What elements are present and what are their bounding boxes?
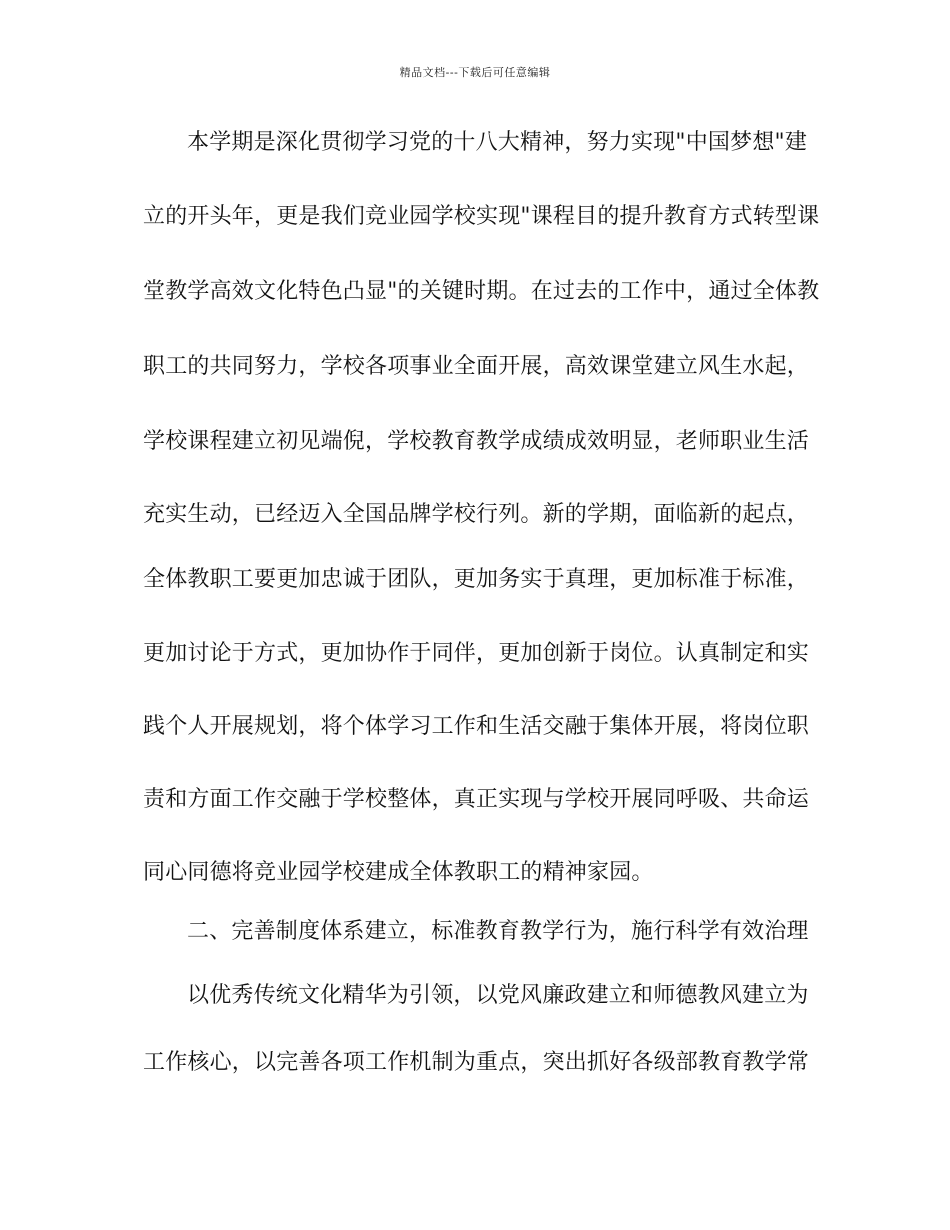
section-heading: 二、完善制度体系建立，标准教育教学行为，施行科学有效治理: [187, 919, 809, 944]
body-line: 工作核心，以完善各项工作机制为重点，突出抓好各级部教育教学常: [143, 1050, 810, 1075]
body-line: 同心同德将竞业园学校建成全体教职工的精神家园。: [143, 860, 654, 885]
body-line: 全体教职工要更加忠诚于团队，更加务实于真理，更加标准于标准，: [143, 567, 810, 592]
body-line: 以优秀传统文化精华为引领，以党风廉政建立和师德教风建立为: [187, 983, 809, 1008]
body-line: 本学期是深化贯彻学习党的十八大精神，努力实现"中国梦想"建: [187, 130, 808, 155]
body-line: 职工的共同努力，学校各项事业全面开展，高效课堂建立风生水起，: [143, 354, 810, 379]
body-line: 堂教学高效文化特色凸显"的关键时期。在过去的工作中，通过全体教: [143, 279, 820, 304]
body-line: 立的开头年，更是我们竞业园学校实现"课程目的提升教育方式转型课: [143, 204, 820, 229]
body-line: 践个人开展规划，将个体学习工作和生活交融于集体开展，将岗位职: [143, 714, 810, 739]
body-line: 责和方面工作交融于学校整体，真正实现与学校开展同呼吸、共命运: [143, 787, 810, 812]
body-line: 学校课程建立初见端倪，学校教育教学成绩成效明显，老师职业生活: [143, 429, 810, 454]
page-header: 精品文档---下载后可任意编辑: [399, 66, 551, 79]
body-line: 充实生动，已经迈入全国品牌学校行列。新的学期，面临新的起点，: [143, 502, 810, 527]
body-line: 更加讨论于方式，更加协作于同伴，更加创新于岗位。认真制定和实: [143, 641, 810, 666]
